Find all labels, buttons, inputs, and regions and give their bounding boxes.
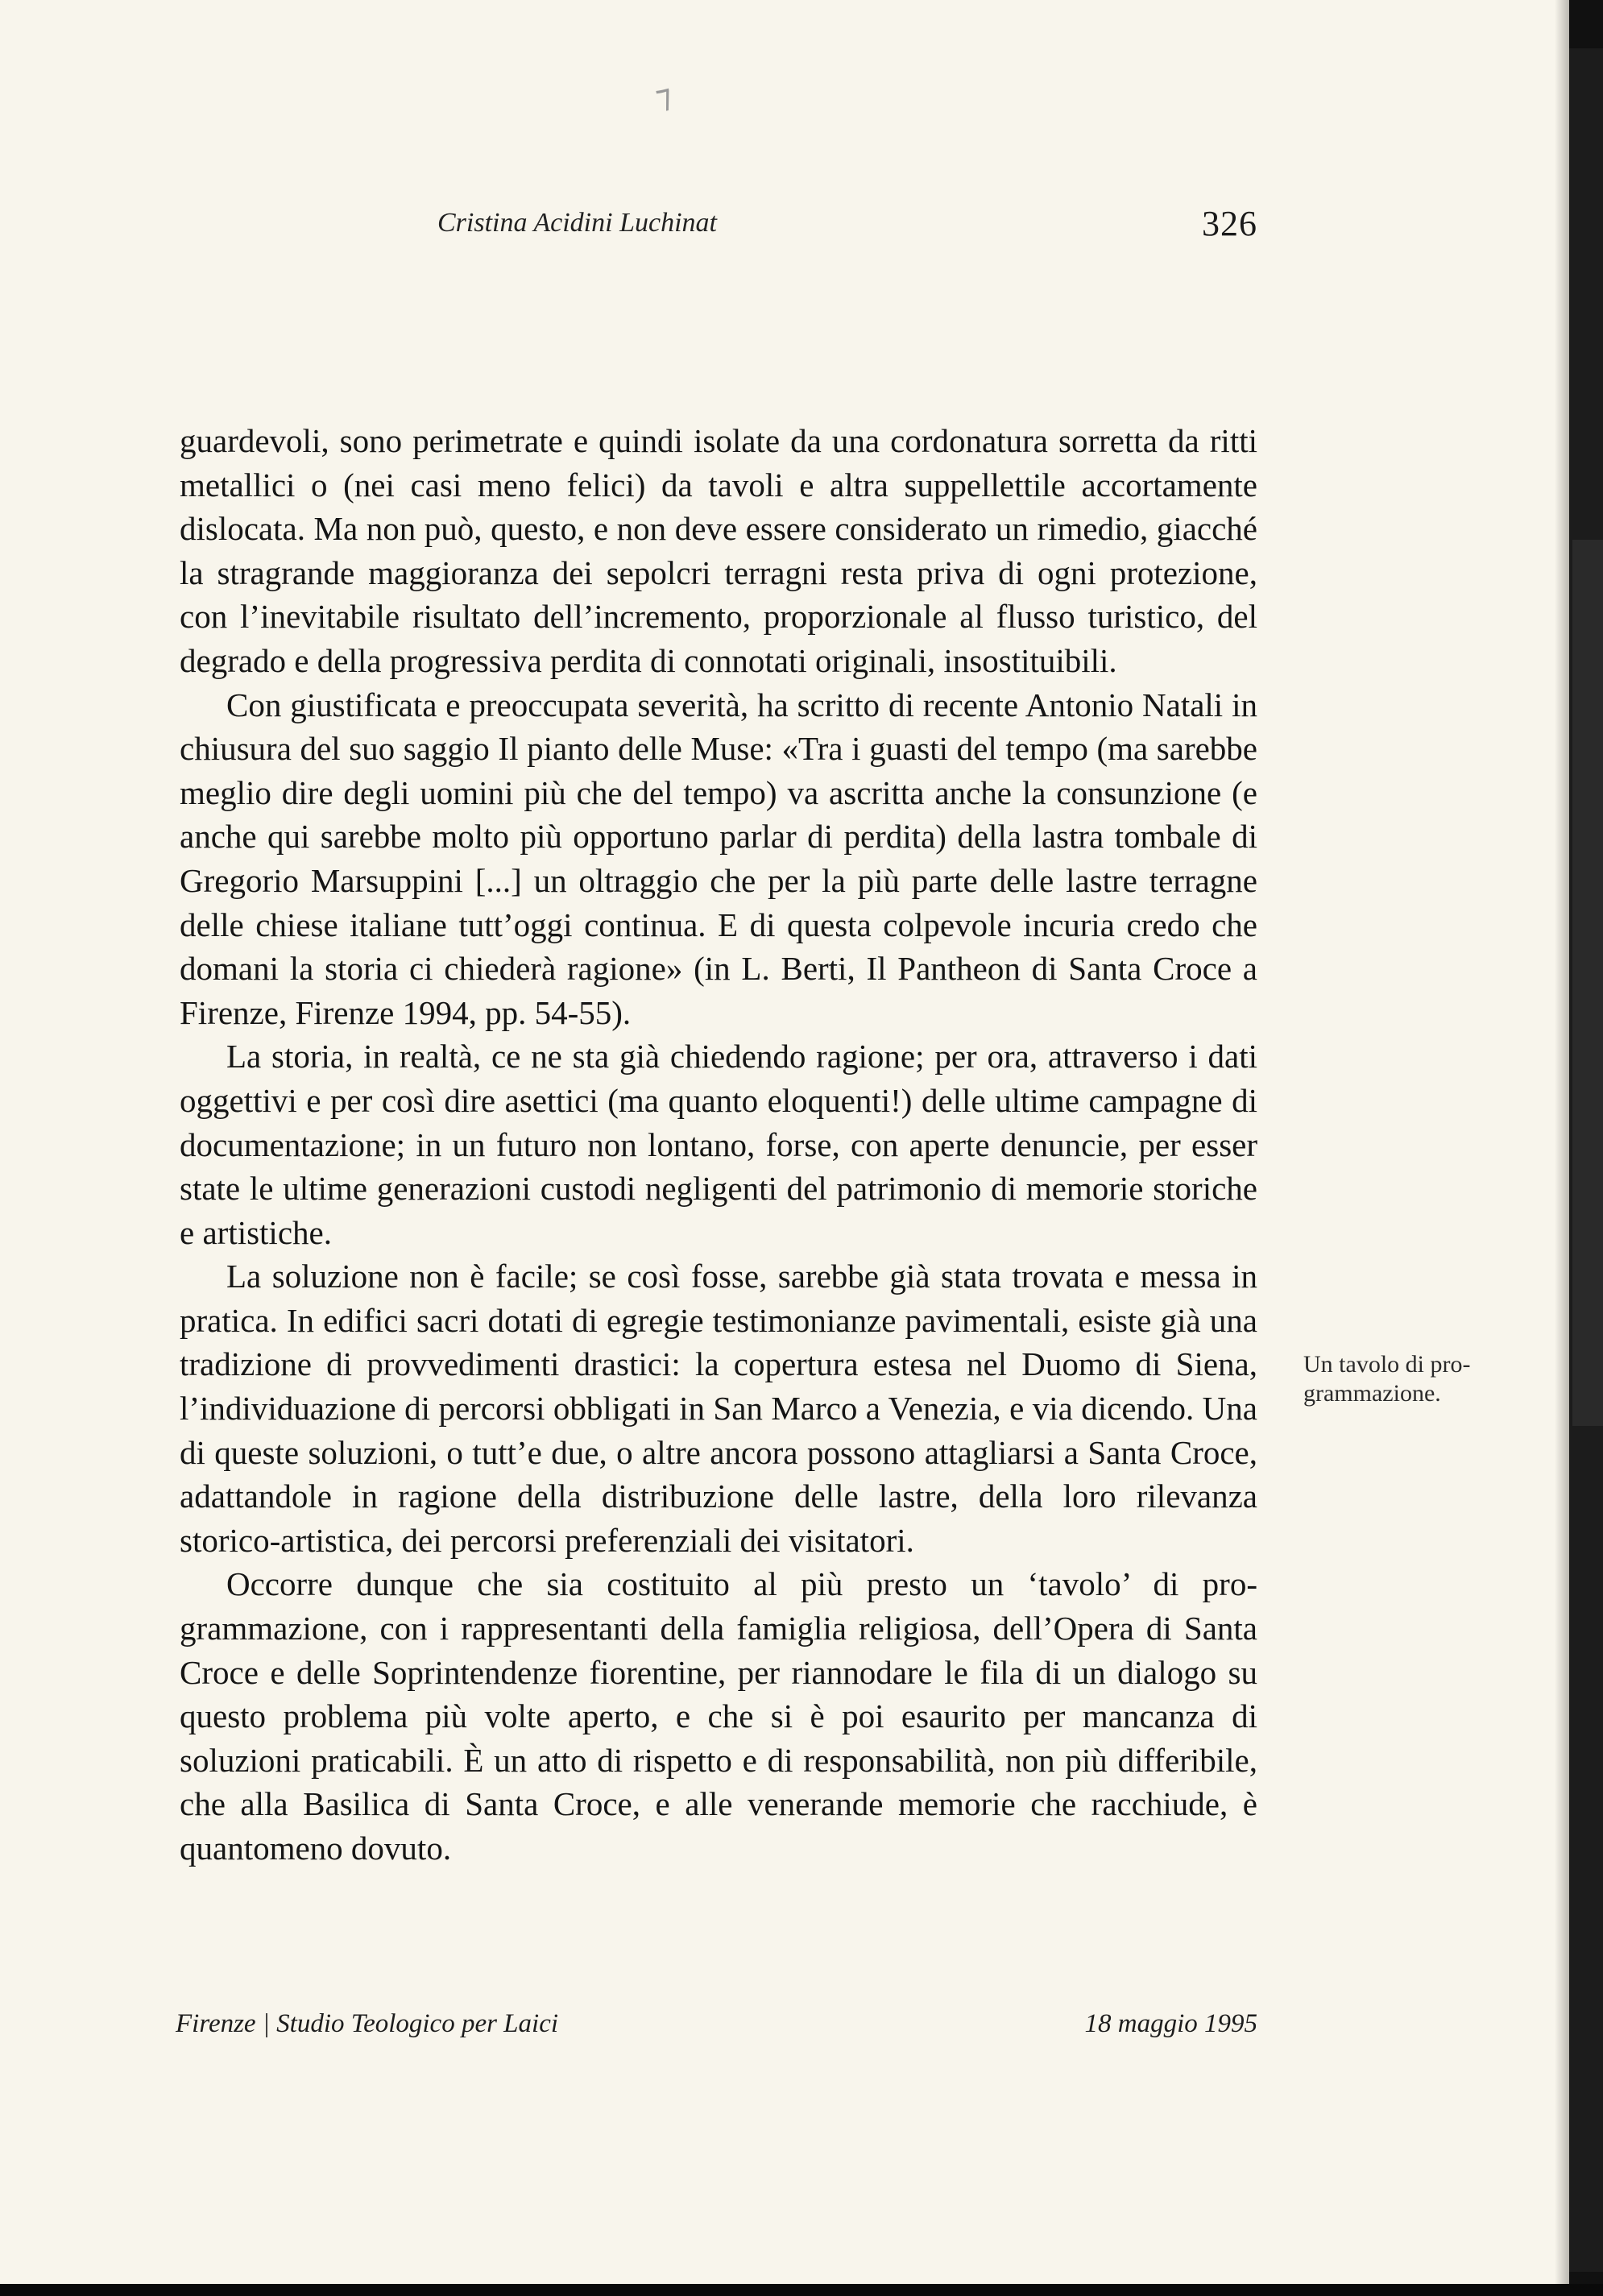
paragraph: Con giustificata e preoccupata severità, ha scritto di recente Antonio Natali in chiusura del suo saggio Il pianto delle Muse: «Tra i guasti del tempo (ma sarebbe meglio dire degli uomini più che del tempo) va ascritta anche la consunzione (e anche qui sarebbe molto più opportuno parlar di perdita) della lastra tombale di Gregorio Marsuppini [...] un oltraggio che per la più parte delle lastre terragne delle chiese italiane tutt’oggi continua. E di questa colpevole incuria credo che domani la storia ci chiederà ragione» (in L. Berti, Il Pantheon di Santa Croce a Firenze, Firenze 1994, pp. 54-55). xyxy=(180,686,1257,1031)
main-text xyxy=(180,419,1257,1871)
paragraph: guardevoli, sono perimetrate e quindi isolate da una cordonatura sorretta da ritti metallici o (nei casi meno felici) da tavoli e altra suppellettile accortamente dislocata. Ma non può, questo, e non deve essere considerato un rimedio, giacché la stragrande maggioranza dei sepolcri terragni resta priva di ogni protezione, con l’inevitabile risultato dell’incremento, proporzionale al flusso turistico, del degrado e della progressiva perdita di connotati originali, insostituibili. xyxy=(180,422,1257,679)
footer-place: Firenze | Studio Teologico per Laici xyxy=(176,2009,559,2038)
page-edge-shadow xyxy=(1555,0,1569,2284)
scan-border xyxy=(0,2284,1603,2296)
page-header xyxy=(180,204,1257,248)
page-number: 326 xyxy=(1202,204,1257,243)
footer-date: 18 maggio 1995 xyxy=(1084,2009,1257,2038)
paragraph: La soluzione non è facile; se così fosse, sarebbe già stata trovata e messa in pratica. In edifici sacri dotati di egregie testimonianze pavimentali, esiste già una tradizione di provvedimenti drastici: la copertura estesa nel Duomo di Siena, l’individuazione di percorsi obbligati in San Marco a Venezia, e via dicendo. Una di queste soluzioni, o tutt’e due, o altre ancora possono attagliarsi a Santa Croce, adattandole in ragione della distribuzione delle lastre, della loro rilevanza storico-artistica, dei percorsi preferenziali dei visitatori. xyxy=(180,1258,1257,1559)
margin-note: Un tavolo di programmazione. xyxy=(1303,1351,1471,1407)
page-footer xyxy=(176,2009,1257,2045)
running-head: Cristina Acidini Luchinat xyxy=(437,208,717,238)
book-spine-block xyxy=(1572,540,1603,1426)
pencil-mark: ⁊ xyxy=(652,77,676,116)
paragraph: Occorre dunque che sia costituito al più presto un ‘tavolo’ di programmazione, con i rappresentanti della famiglia religiosa, dell’Opera di Santa Croce e delle Soprintendenze fiorentine, per riannodare le fila di un dialogo su questo problema più volte aperto, e che si è poi esaurito per mancanza di soluzioni praticabili. È un atto di rispetto e di responsabilità, non più differibile, che alla Basilica di Santa Croce, e alle venerande memorie che racchiude, è quantomeno dovuto. xyxy=(180,1565,1257,1867)
paragraph: La storia, in realtà, ce ne sta già chiedendo ragione; per ora, attraverso i dati oggettivi e per così dire asettici (ma quanto eloquenti!) delle ultime campagne di documentazione; in un futuro non lontano, forse, con aperte denuncie, per esser state le ultime generazioni custodi negligenti del patrimonio di memorie storiche e artistiche. xyxy=(180,1038,1257,1251)
